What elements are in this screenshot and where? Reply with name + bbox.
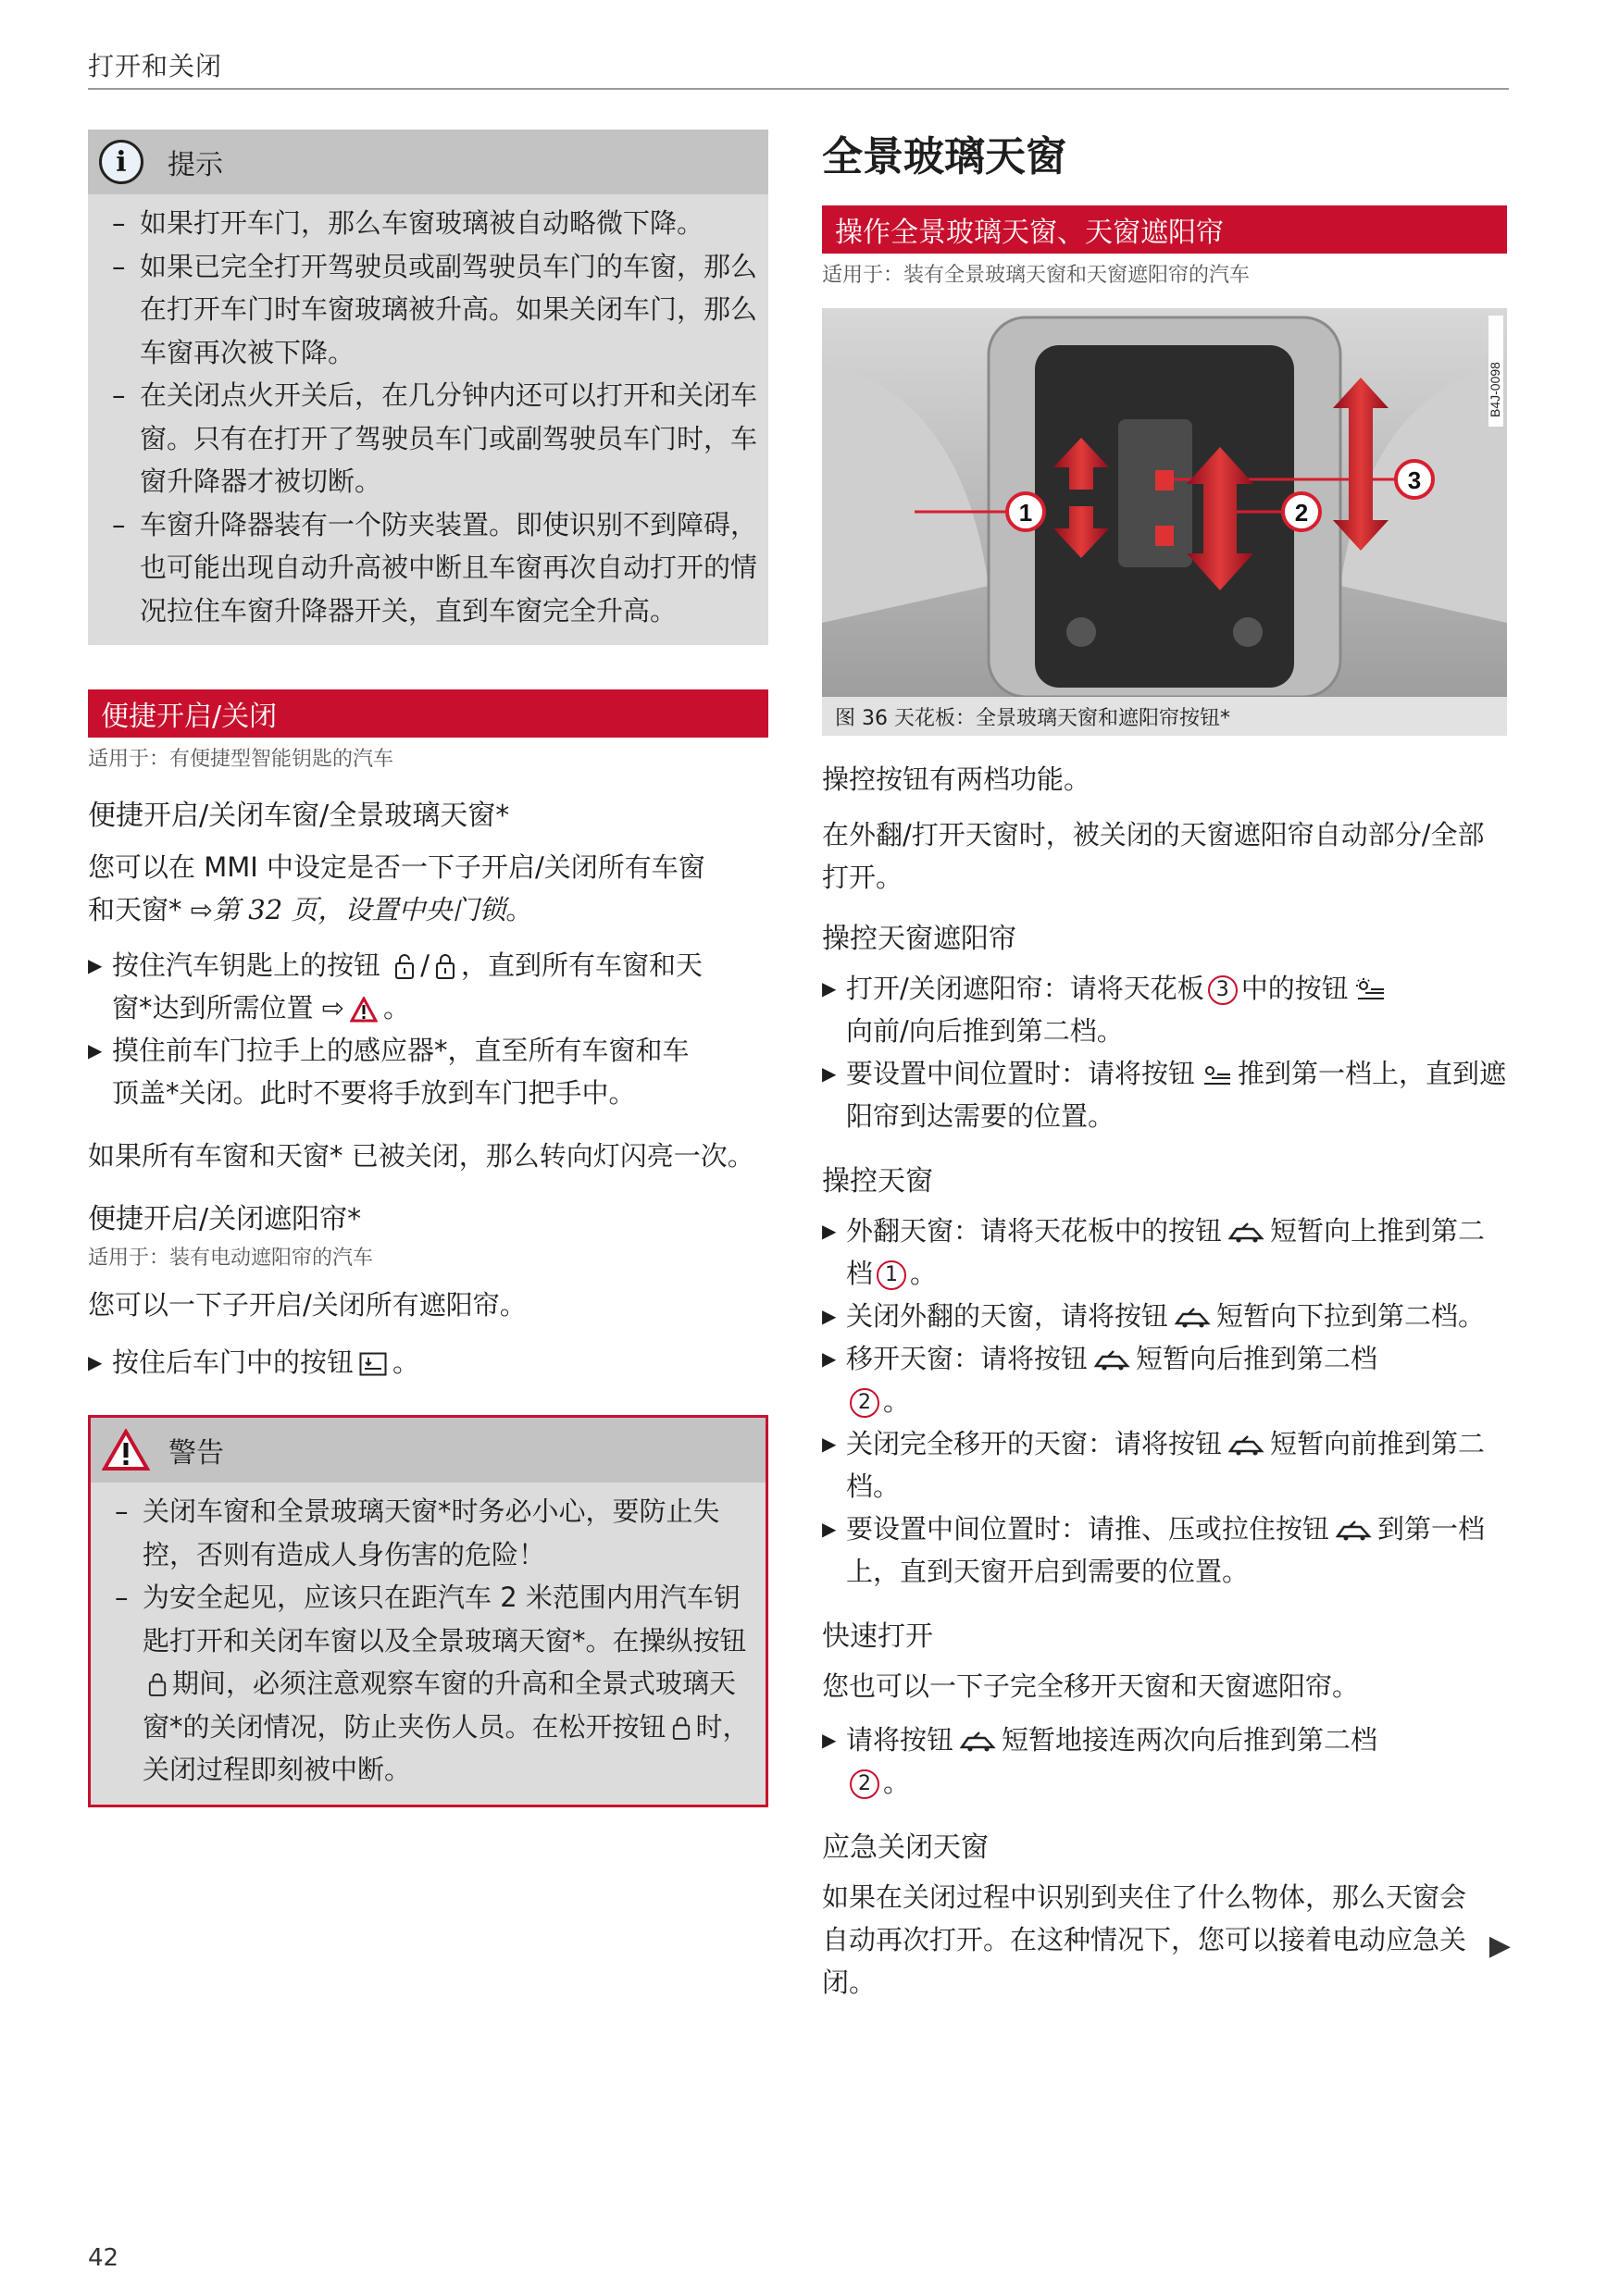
list-item: ▶ 关闭完全移开的天窗：请将按钮 短暂向前推到第二档。: [822, 1428, 1486, 1502]
lock-icon: [148, 1673, 167, 1697]
note-item: – 在关闭点火开关后，在几分钟内还可以打开和关闭车窗。只有在打开了驾驶员车门或副驾驶员车门时，车窗升降器才被切断。: [112, 379, 758, 497]
sunroof-button-icon: [1227, 1434, 1264, 1457]
warning-title: 警告: [168, 1437, 224, 1470]
sunroof-button-icon: [1174, 1307, 1211, 1329]
warning-icon: [350, 997, 378, 1023]
callout-1-ref: 1: [877, 1260, 906, 1290]
running-header: 打开和关闭: [88, 51, 223, 81]
list-item: ▶ 请将按钮 短暂地接连两次向后推到第二档 2 。: [822, 1724, 1378, 1798]
shade-steps: [88, 1341, 768, 1384]
callout-2: [1283, 493, 1320, 530]
page-reference-link[interactable]: 第 32 页，设置中央门锁: [213, 894, 506, 925]
svg-text:1: 1: [1018, 499, 1033, 527]
sunshade-steps: [822, 967, 1507, 1137]
subheading-sunroof: 操控天窗: [822, 1165, 933, 1198]
warning-header: [91, 1418, 766, 1483]
note-item: – 如果打开车门，那么车窗玻璃被自动略微下降。: [112, 207, 704, 239]
right-column: [822, 130, 1511, 2004]
paragraph-indicator: 如果所有车窗和天窗* 已被关闭，那么转向灯闪亮一次。: [88, 1140, 754, 1172]
list-item: ▶ 打开/关闭遮阳帘：请将天花板 3 中的按钮 向前/向后推到第二档。: [822, 967, 1507, 1052]
note-header: [88, 130, 768, 194]
applies-note: 适用于：装有电动遮阳帘的汽车: [88, 1247, 374, 1270]
paragraph-mmi: 您可以在 MMI 中设定是否一下子开启/关闭所有车窗 和天窗* ⇨第 32 页，设置中央门锁。: [88, 851, 705, 925]
callout-3: [1396, 461, 1433, 498]
subheading-emergency: 应急关闭天窗: [822, 1831, 989, 1864]
sunroof-button-icon: [1227, 1222, 1264, 1244]
warning-box: [88, 1415, 768, 1807]
note-item: – 如果已完全打开驾驶员或副驾驶员车门的车窗，那么在打开车门时车窗玻璃被升高。如果关闭车门，那么车窗再次被下降。: [112, 250, 758, 368]
list-item: ▶ 移开天窗：请将按钮 短暂向后推到第二档 2 。: [822, 1343, 1378, 1417]
warning-list: [91, 1483, 766, 1792]
sunroof-steps: [822, 1210, 1507, 1593]
ceiling-control-illustration: [822, 308, 1507, 697]
lock-icon: [672, 1717, 691, 1741]
unlock-icon: [394, 954, 415, 980]
section-bar-sunroof: 操作全景玻璃天窗、天窗遮阳帘: [822, 205, 1507, 254]
sunshade-icon: [1354, 978, 1386, 1002]
note-box: [88, 130, 768, 645]
section-bar-convenience: 便捷开启/关闭: [88, 689, 768, 738]
convenience-steps: [88, 944, 768, 1114]
callout-3-ref: 3: [1208, 975, 1238, 1005]
page-number: 42: [88, 2244, 119, 2272]
callout-2-ref: 2: [850, 1769, 879, 1799]
callout-1: [1007, 493, 1044, 530]
list-item: ▶ 摸住前车门拉手上的感应器*，直至所有车窗和车 顶盖*关闭。此时不要将手放到车门把手中。: [88, 1035, 690, 1109]
continue-arrow-icon: ▶: [1488, 1930, 1511, 1962]
list-item: ▶ 外翻天窗：请将天花板中的按钮 短暂向上推到第二档 1 。: [822, 1215, 1486, 1289]
paragraph-emergency: 如果在关闭过程中识别到夹住了什么物体，那么天窗会自动再次打开。在这种情况下，您可以接着电动应急关闭。: [822, 1881, 1467, 1998]
list-item: ▶ 按住汽车钥匙上的按钮 / ，直到所有车窗和天 窗*达到所需位置 ⇨ 。: [88, 949, 704, 1024]
rear-shade-icon: [359, 1352, 387, 1376]
sunroof-button-icon: [1335, 1520, 1372, 1542]
warning-item: – 关闭车窗和全景玻璃天窗*时务必小心，要防止失控，否则有造成人身伤害的危险！: [115, 1496, 720, 1570]
info-icon: i: [99, 140, 143, 184]
header-rule: [88, 88, 1509, 90]
note-list: [88, 194, 768, 632]
applies-note: 适用于：装有全景玻璃天窗和天窗遮阳帘的汽车: [822, 264, 1251, 287]
figure-code: B4J-0098: [1488, 362, 1502, 417]
subheading-quick-open: 快速打开: [822, 1620, 933, 1653]
warning-item: – 为安全起见，应该只在距汽车 2 米范围内用汽车钥匙打开和关闭车窗以及全景玻璃天窗*。在操纵按钮期间，必须注意观察车窗的升高和全景式玻璃天窗*的关闭情况，防止夹伤人员。在松开按钮 时，关闭过程即刻被中断。: [115, 1582, 750, 1785]
ceiling-figure: [822, 308, 1507, 697]
left-column: [88, 130, 768, 1807]
callout-2-ref: 2: [850, 1388, 879, 1418]
subheading-shades: 便捷开启/关闭遮阳帘*: [88, 1203, 362, 1235]
svg-text:2: 2: [1294, 499, 1309, 527]
figure-caption: 图 36 天花板：全景玻璃天窗和遮阳帘按钮*: [822, 697, 1507, 736]
sunroof-button-icon: [959, 1731, 996, 1753]
note-item: – 车窗升降器装有一个防夹装置。即使识别不到障碍，也可能出现自动升高被中断且车窗再次自动打开的情况拉住车窗升降器开关，直到车窗完全升高。: [112, 508, 758, 627]
paragraph-quick-open: 您也可以一下子完全移开天窗和天窗遮阳帘。: [822, 1670, 1360, 1702]
list-item: ▶ 关闭外翻的天窗，请将按钮 短暂向下拉到第二档。: [822, 1300, 1486, 1332]
sunroof-button-icon: [1093, 1349, 1130, 1371]
warning-icon: [102, 1429, 150, 1471]
subheading-sunshade: 操控天窗遮阳帘: [822, 923, 1016, 955]
sunshade-icon: [1201, 1063, 1232, 1087]
list-item: ▶ 按住后车门中的按钮 。: [88, 1347, 420, 1378]
svg-text:3: 3: [1407, 466, 1422, 494]
page-title: 全景玻璃天窗: [822, 133, 1066, 180]
applies-note: 适用于：有便捷型智能钥匙的汽车: [88, 748, 394, 771]
list-item: ▶ 要设置中间位置时：请推、压或拉住按钮 到第一档上，直到天窗开启到需要的位置。: [822, 1513, 1486, 1587]
paragraph-shades: 您可以一下子开启/关闭所有遮阳帘。: [88, 1289, 527, 1321]
quick-open-steps: [822, 1719, 1507, 1804]
paragraph-two-stage: 操控按钮有两档功能。: [822, 763, 1091, 795]
lock-icon: [435, 954, 455, 980]
paragraph-auto-open: 在外翻/打开天窗时，被关闭的天窗遮阳帘自动部分/全部打开。: [822, 819, 1485, 893]
note-title: 提示: [168, 149, 223, 181]
subheading-windows: 便捷开启/关闭车窗/全景玻璃天窗*: [88, 800, 510, 832]
list-item: ▶ 要设置中间位置时：请将按钮 推到第一档上，直到遮阳帘到达需要的位置。: [822, 1058, 1507, 1132]
